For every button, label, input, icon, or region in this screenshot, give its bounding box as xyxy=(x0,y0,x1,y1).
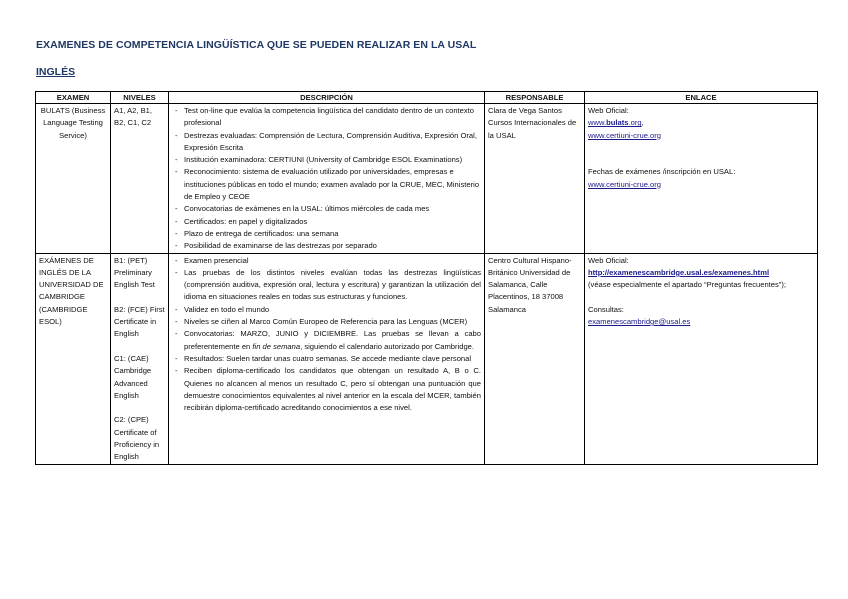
section-title-ingles: INGLÉS xyxy=(36,66,76,78)
consultas-label: Consultas: xyxy=(588,304,624,314)
enlace-cell-cambridge xyxy=(585,253,818,464)
web-oficial-label: Web Oficial: xyxy=(588,106,629,115)
desc-item-convocatorias: - Convocatorias: MARZO, JUNIO y DICIEMBRE. Las pruebas se llevan a cabo preferentemente en fin de semana, siguiendo el calendario autorizado por Cambridge. xyxy=(172,328,481,353)
header-examen: EXAMEN xyxy=(36,92,111,104)
desc-item: - Destrezas evaluadas: Comprensión de Lectura, Comprensión Auditiva, Expresión Oral, Expresión Escrita xyxy=(172,130,481,155)
header-enlace: ENLACE xyxy=(585,92,818,104)
table-row xyxy=(36,104,818,254)
responsable-cell-cambridge: Centro Cultural Hispano-Británico Universidad de Salamanca, Calle Placentinos, 18 37008 Salamanca xyxy=(485,253,585,464)
table-header-row xyxy=(36,92,818,104)
desc-item: - Reciben diploma-certificado los candidatos que obtengan un resultado A, B o C. Quienes no alcancen al menos un resultado C, pero sí obtengan una puntuación que demuestre conocimientos equivalentes al nivel anterior en la escala del MCER, también recibirán diploma-certificado acreditando conocimientos a ese nivel. xyxy=(172,365,481,414)
header-responsable: RESPONSABLE xyxy=(485,92,585,104)
desc-item: - Validez en todo el mundo xyxy=(172,304,481,316)
header-niveles: NIVELES xyxy=(111,92,169,104)
desc-item: - Test on-line que evalúa la competencia lingüística del candidato dentro de un contexto profesional xyxy=(172,105,481,130)
responsable-cell-bulats: Clara de Vega Santos Cursos Internacionales de la USAL xyxy=(485,104,585,254)
descripcion-cell-bulats xyxy=(169,104,485,254)
desc-item: - Niveles se ciñen al Marco Común Europeo de Referencia para las Lenguas (MCER) xyxy=(172,316,481,328)
examen-cell-cambridge: EXÁMENES DE INGLÉS DE LA UNIVERSIDAD DE CAMBRIDGE (CAMBRIDGE ESOL) xyxy=(36,253,111,464)
examen-cell-bulats: BULATS (Business Language Testing Service) xyxy=(36,104,111,254)
bulats-link[interactable]: www.bulats.org xyxy=(588,118,642,128)
desc-item: - Certificados: en papel y digitalizados xyxy=(172,216,481,228)
desc-item: - Plazo de entrega de certificados: una semana xyxy=(172,228,481,240)
certiuni-fechas-link[interactable]: www.certiuni-crue.org xyxy=(588,179,662,189)
desc-item: - Institución examinadora: CERTIUNI (University of Cambridge ESOL Examinations) xyxy=(172,154,481,166)
certiuni-link[interactable]: www.certiuni-crue.org xyxy=(588,130,662,140)
exams-table xyxy=(35,91,818,465)
fechas-label: Fechas de exámenes /inscripción en USAL: xyxy=(588,167,736,177)
page-title: EXAMENES DE COMPETENCIA LINGÜÍSTICA QUE SE PUEDEN REALIZAR EN LA USAL xyxy=(36,39,477,51)
niveles-cell-bulats: A1, A2, B1, B2, C1, C2 xyxy=(111,104,169,254)
niveles-cell-cambridge xyxy=(111,253,169,464)
desc-item: - Posibilidad de examinarse de las destrezas por separado xyxy=(172,240,481,252)
descripcion-cell-cambridge xyxy=(169,253,485,464)
desc-item: - Convocatorias de exámenes en la USAL: últimos miércoles de cada mes xyxy=(172,203,481,215)
nivel-cpe: C2: (CPE) Certificate of Proficiency in English xyxy=(114,415,160,462)
desc-item: - Resultados: Suelen tardar unas cuatro semanas. Se accede mediante clave personal xyxy=(172,353,481,365)
desc-item: - Reconocimiento: sistema de evaluación utilizado por universidades, empresas e instituciones públicas en todo el mundo; examen avalado por la CRUE, MEC, Ministerio de Empleo y CEOE xyxy=(172,166,481,203)
nivel-pet: B1: (PET) Preliminary English Test xyxy=(114,255,155,290)
enlace-cell-bulats: Web Oficial: www.bulats.org, www.certiuni-crue.org Fechas de exámenes /inscripción en USAL: www.certiuni-crue.org xyxy=(585,104,818,254)
nivel-fce: B2: (FCE) First Certificate in English xyxy=(114,304,165,339)
consultas-email-link[interactable]: examenescambridge@usal.es xyxy=(588,317,691,327)
cambridge-examenes-link[interactable]: http://examenescambridge.usal.es/examenes.html xyxy=(588,267,770,277)
web-note: (véase especialmente el apartado “Preguntas frecuentes”); xyxy=(588,280,786,290)
desc-item: - Las pruebas de los distintos niveles evalúan todas las destrezas lingüísticas (comprensión auditiva, expresión oral, lectura y escritura) y garantizan la utilización del idioma en situaciones reales en todas sus estructuras y funciones. xyxy=(172,267,481,304)
web-oficial-label: Web Oficial: xyxy=(588,255,629,265)
desc-item: - Examen presencial xyxy=(172,255,481,267)
header-descripcion: DESCRIPCIÓN xyxy=(169,92,485,104)
table-row xyxy=(36,253,818,464)
nivel-cae: C1: (CAE) Cambridge Advanced English xyxy=(114,353,152,400)
